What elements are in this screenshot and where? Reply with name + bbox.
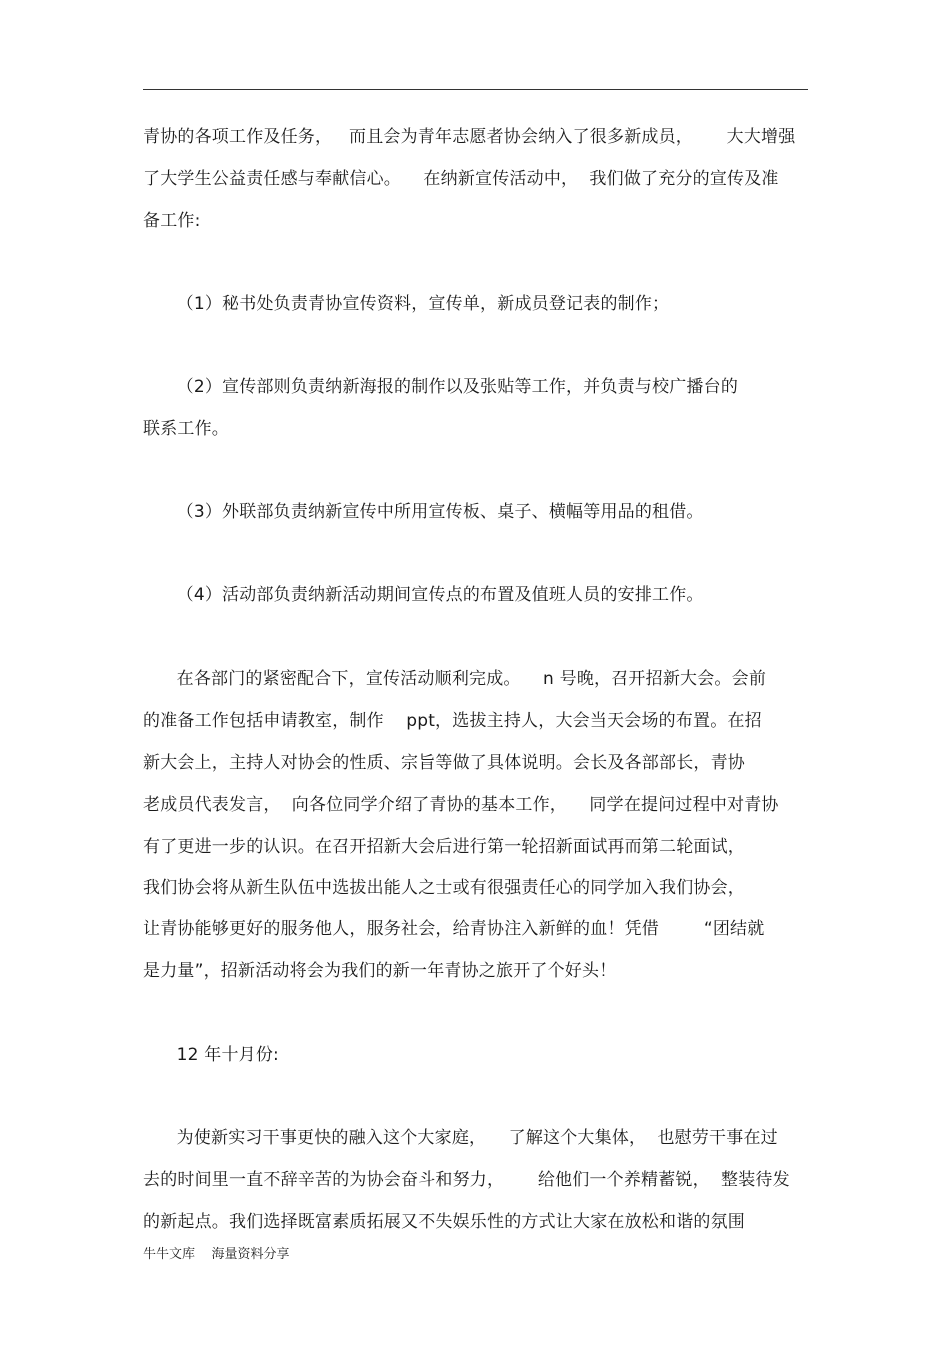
- text-line: 为使新实习干事更快的融入这个大家庭， 了解这个大集体， 也慰劳干事在过: [143, 1128, 778, 1148]
- text-line: 是力量”，招新活动将会为我们的新一年青协之旅开了个好头！: [143, 961, 617, 981]
- section-heading: 12 年十月份:: [143, 1045, 279, 1065]
- text-line: 去的时间里一直不辞辛苦的为协会奋斗和努力， 给他们一个养精蓄锐， 整装待发: [143, 1170, 790, 1190]
- text-line: 备工作:: [143, 211, 201, 231]
- list-item: （2）宣传部则负责纳新海报的制作以及张贴等工作，并负责与校广播台的: [143, 377, 739, 397]
- text-line: 在各部门的紧密配合下，宣传活动顺利完成。 n 号晚，召开招新大会。会前: [143, 669, 767, 689]
- text-line: 新大会上，主持人对协会的性质、宗旨等做了具体说明。会长及各部部长，青协: [143, 753, 745, 773]
- list-item: （3）外联部负责纳新宣传中所用宣传板、桌子、横幅等用品的租借。: [143, 502, 704, 522]
- text-line: 我们协会将从新生队伍中选拔出能人之士或有很强责任心的同学加入我们协会，: [143, 878, 745, 898]
- text-line: 老成员代表发言， 向各位同学介绍了青协的基本工作， 同学在提问过程中对青协: [143, 795, 779, 815]
- text-line: 的准备工作包括申请教室，制作 ppt，选拔主持人，大会当天会场的布置。在招: [143, 711, 762, 731]
- text-line: 的新起点。我们选择既富素质拓展又不失娱乐性的方式让大家在放松和谐的氛围: [143, 1212, 745, 1232]
- text-line: 了大学生公益责任感与奉献信心。 在纳新宣传活动中， 我们做了充分的宣传及准: [143, 169, 779, 189]
- list-item: （4）活动部负责纳新活动期间宣传点的布置及值班人员的安排工作。: [143, 585, 704, 605]
- list-item: （1）秘书处负责青协宣传资料，宣传单，新成员登记表的制作；: [143, 294, 670, 314]
- text-line: 有了更进一步的认识。在召开招新大会后进行第一轮招新面试再而第二轮面试，: [143, 837, 745, 857]
- text-line: 联系工作。: [143, 419, 229, 439]
- page-footer: 牛牛文库 海量资料分享: [143, 1247, 290, 1262]
- header-rule: [143, 89, 808, 90]
- text-line: 青协的各项工作及任务， 而且会为青年志愿者协会纳入了很多新成员， 大大增强: [143, 127, 796, 147]
- text-line: 让青协能够更好的服务他人，服务社会，给青协注入新鲜的血！凭借 “团结就: [143, 919, 765, 939]
